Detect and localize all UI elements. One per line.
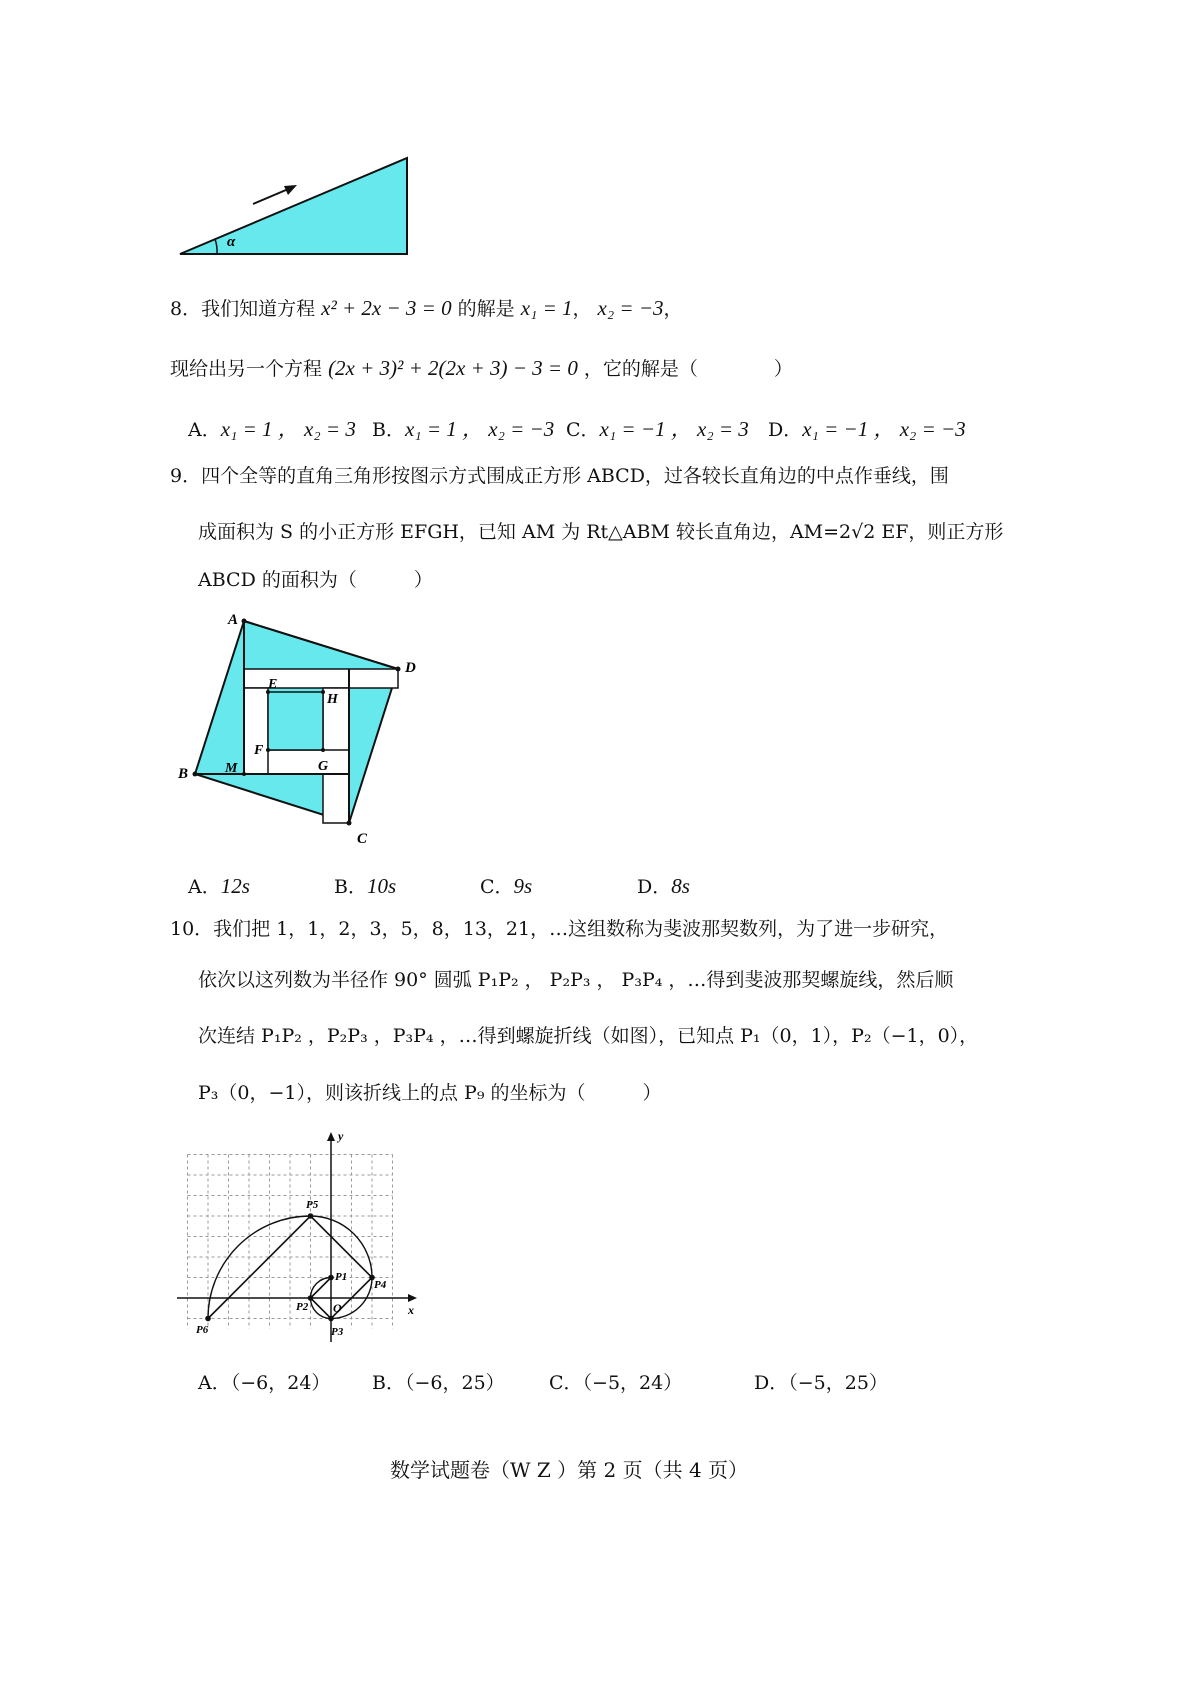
q10-option-a[interactable]: A．（−6，24） bbox=[198, 1372, 331, 1394]
label-p6: P6 bbox=[196, 1324, 209, 1336]
y-axis-arrow bbox=[327, 1132, 335, 1141]
q9-line2: 成面积为 S 的小正方形 EFGH，已知 AM 为 Rt△ABM 较长直角边，AM=2√2 EF，则正方形 bbox=[198, 521, 1004, 543]
spiral-point bbox=[309, 1214, 313, 1218]
label-p5: P5 bbox=[306, 1199, 319, 1211]
q9-option-b[interactable]: B．10s bbox=[334, 874, 397, 898]
label-p4: P4 bbox=[374, 1279, 387, 1291]
label-a: A bbox=[228, 612, 239, 628]
label-y: y bbox=[338, 1129, 344, 1143]
q8-sol1: x₁ = 1 bbox=[520, 296, 573, 320]
spiral-figure bbox=[175, 1128, 425, 1348]
q8-equation2: (2x + 3)² + 2(2x + 3) − 3 = 0 bbox=[328, 356, 578, 380]
label-p3: P3 bbox=[331, 1326, 344, 1338]
q9-option-d[interactable]: D．8s bbox=[637, 874, 690, 898]
q8-equation: x² + 2x − 3 = 0 bbox=[321, 296, 452, 320]
q10-option-d[interactable]: D．（−5，25） bbox=[754, 1372, 888, 1394]
q9-line1: 9．四个全等的直角三角形按图示方式围成正方形 ABCD，过各较长直角边的中点作垂线，围 bbox=[170, 465, 949, 487]
label-p1: P1 bbox=[335, 1271, 348, 1283]
spiral-point bbox=[329, 1276, 333, 1280]
q10-line3: 次连结 P₁P₂ ，P₂P₃ ，P₃P₄ ，…得到螺旋折线（如图），已知点 P₁（0，1），P₂（−1，0）， bbox=[198, 1025, 979, 1047]
q8-line1: 8．我们知道方程 x² + 2x − 3 = 0 的解是 x₁ = 1， x₂ = −3， bbox=[170, 296, 683, 320]
q8-option-c[interactable]: C．x₁ = −1 ， x₂ = 3 bbox=[566, 417, 749, 441]
label-e: E bbox=[268, 677, 278, 692]
angle-label: α bbox=[227, 234, 236, 250]
q8-prefix: 8．我们知道方程 bbox=[170, 298, 316, 320]
label-p2: P2 bbox=[296, 1301, 309, 1313]
q10-line1: 10．我们把 1，1，2，3，5，8，13，21，…这组数称为斐波那契数列，为了进一步研究， bbox=[170, 918, 949, 940]
x-axis-arrow bbox=[408, 1294, 417, 1302]
q9-line3: ABCD 的面积为（ ） bbox=[198, 569, 433, 591]
arrow-head bbox=[284, 185, 297, 195]
q8-line2-prefix: 现给出另一个方程 bbox=[170, 358, 323, 380]
q10-line2: 依次以这列数为半径作 90° 圆弧 P₁P₂ ， P₂P₃ ， P₃P₄ ，…得到斐波那契螺旋线，然后顺 bbox=[198, 969, 954, 991]
frame-left bbox=[244, 688, 268, 774]
label-m: M bbox=[225, 761, 238, 776]
q10-line4: P₃（0，−1），则该折线上的点 P₉ 的坐标为（ ） bbox=[198, 1082, 662, 1104]
spiral-point bbox=[206, 1317, 210, 1321]
q9-option-c[interactable]: C．9s bbox=[480, 874, 533, 898]
q8-line2-suffix: ，它的解是（ ） bbox=[583, 358, 793, 380]
label-c: C bbox=[357, 831, 368, 847]
q8-option-a[interactable]: A．x₁ = 1 ， x₂ = 3 bbox=[188, 417, 356, 441]
q10-option-b[interactable]: B．（−6，25） bbox=[372, 1372, 505, 1394]
square-figure bbox=[175, 608, 425, 858]
spiral-polyline bbox=[208, 1216, 372, 1319]
q8-option-b[interactable]: B．x₁ = 1 ， x₂ = −3 bbox=[372, 417, 555, 441]
label-b: B bbox=[178, 766, 189, 782]
q9-option-a[interactable]: A．12s bbox=[188, 874, 250, 898]
q8-mid: 的解是 bbox=[457, 298, 515, 320]
inner-square-efgh bbox=[268, 692, 323, 750]
q8-line2 bbox=[170, 354, 793, 383]
label-x: x bbox=[408, 1303, 414, 1317]
q8-option-d[interactable]: D．x₁ = −1 ， x₂ = −3 bbox=[768, 417, 966, 441]
label-o: O bbox=[333, 1301, 342, 1315]
q8-sol2: x₂ = −3 bbox=[597, 296, 664, 320]
label-h: H bbox=[327, 692, 338, 707]
label-f: F bbox=[254, 743, 264, 758]
page-footer: 数学试题卷（W Z ）第 2 页（共 4 页） bbox=[390, 1458, 749, 1482]
label-g: G bbox=[318, 759, 329, 774]
spiral-point bbox=[309, 1296, 313, 1300]
q10-option-c[interactable]: C．（−5，24） bbox=[549, 1372, 683, 1394]
incline-figure bbox=[175, 150, 415, 260]
spiral-point bbox=[329, 1317, 333, 1321]
incline-triangle bbox=[180, 158, 407, 254]
label-d: D bbox=[405, 660, 416, 676]
